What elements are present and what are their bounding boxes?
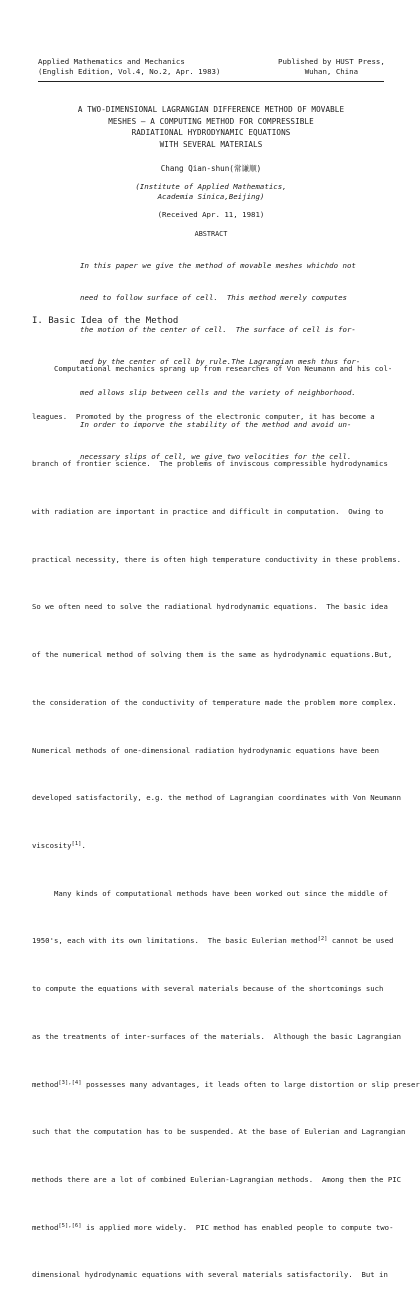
body-line: method[5],[6] is applied more widely. PIC method has enabled people to compute two- <box>32 1222 394 1232</box>
body-line: Many kinds of computational methods have been worked out since the middle of <box>32 888 388 898</box>
abstract-heading: ABSTRACT <box>194 230 228 238</box>
abstract-line: the motion of the center of cell. The surface of cell is for- <box>80 324 356 334</box>
received-date: (Received Apr. 11, 1981) <box>157 210 265 219</box>
abstract-line: necessary slips of cell, we give two velocities for the cell. <box>80 451 352 461</box>
paper-title <box>38 104 384 150</box>
abstract-line: med by the center of cell by rule.The Lagrangian mesh thus for- <box>80 356 361 366</box>
citation: [5],[6] <box>58 1222 82 1229</box>
body-line: branch of frontier science. The problems of inviscous compressible hydrodynamics <box>32 459 388 469</box>
body-text <box>32 329 420 1315</box>
header-rule <box>38 81 384 82</box>
body-line: dimensional hydrodynamic equations with several materials satisfactorily. But in <box>32 1270 388 1280</box>
body-line: of the numerical method of solving them is the same as hydrodynamic equations.But, <box>32 650 393 660</box>
publisher-name: Published by HUST Press, <box>278 57 385 66</box>
body-line: Computational mechanics sprang up from researches of Von Neumann and his col- <box>32 363 393 373</box>
body-line: leagues. Promoted by the progress of the electronic computer, it has become a <box>32 411 375 421</box>
citation: [1] <box>71 841 82 847</box>
journal-edition: (English Edition, Vol.4, No.2, Apr. 1983) <box>38 66 221 76</box>
abstract-line: In this paper we give the method of movable meshes whichdo not <box>80 261 356 271</box>
body-line: viscosity[1]. <box>32 841 86 850</box>
journal-name: Applied Mathematics and Mechanics <box>38 57 185 66</box>
affiliation-line: Academia Sinica,Beijing) <box>157 191 265 201</box>
body-line: as the treatments of inter-surfaces of the materials. Although the basic Lagrangian <box>32 1031 402 1041</box>
body-line: with radiation are important in practice and difficult in computation. Owing to <box>32 506 384 516</box>
journal-header <box>38 57 220 76</box>
citation: [2] <box>317 936 328 943</box>
body-line: So we often need to solve the radiational hydrodynamic equations. The basic idea <box>32 602 388 612</box>
abstract-line: med allows slip between cells and the variety of neighborhood. <box>80 388 356 398</box>
title-line: RADIATIONAL HYDRODYNAMIC EQUATIONS <box>131 128 291 137</box>
body-line: developed satisfactorily, e.g. the method of Lagrangian coordinates with Von Neumann <box>32 793 402 803</box>
body-line: to compute the equations with several materials because of the shortcomings such <box>32 984 384 994</box>
body-line: methods there are a lot of combined Eulerian-Lagrangian methods. Among them the PIC <box>32 1175 402 1185</box>
publisher-header <box>278 57 385 76</box>
affiliation-line: (Institute of Applied Mathematics, <box>135 182 287 191</box>
body-line: 1950's, each with its own limitations. The basic Eulerian method[2] cannot be used <box>32 936 394 946</box>
title-line: WITH SEVERAL MATERIALS <box>159 139 263 149</box>
body-line: such that the computation has to be suspended. At the base of Eulerian and Lagrangian <box>32 1127 406 1137</box>
publisher-location: Wuhan, China <box>304 66 359 76</box>
body-line: method[3],[4] possesses many advantages, it leads often to large distortion or slip preser <box>32 1079 420 1089</box>
author-name: Chang Qian-shun(常谦顺) <box>160 164 262 173</box>
abstract-line: In order to imporve the stability of the method and avoid un- <box>80 420 352 430</box>
body-line: practical necessity, there is often high temperature conductivity in these problems. <box>32 554 402 564</box>
author-affiliation <box>38 182 384 201</box>
abstract-line: need to follow surface of cell. This method merely computes <box>80 292 347 302</box>
citation: [3],[4] <box>58 1079 82 1086</box>
title-line: A TWO-DIMENSIONAL LAGRANGIAN DIFFERENCE METHOD OF MOVABLE <box>77 105 345 114</box>
section-heading: I. Basic Idea of the Method <box>32 316 179 326</box>
body-line: the consideration of the conductivity of temperature made the problem more complex. <box>32 697 397 707</box>
body-line: Numerical methods of one-dimensional radiation hydrodynamic equations have been <box>32 745 380 755</box>
title-line: MESHES — A COMPUTING METHOD FOR COMPRESSIBLE <box>108 116 314 126</box>
